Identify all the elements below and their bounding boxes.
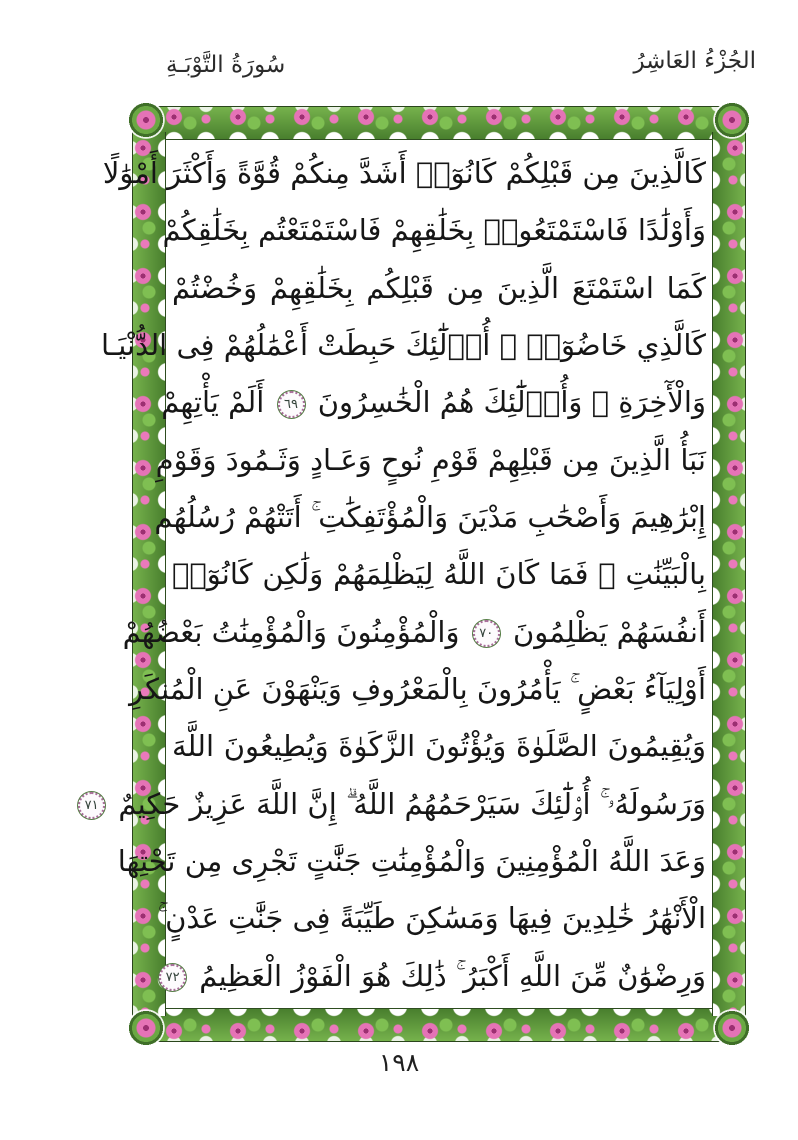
quran-lines (84, 146, 706, 1004)
quran-text-line (129, 662, 706, 717)
quran-text-line (161, 375, 706, 430)
flower-corner-icon (713, 101, 751, 139)
flower-corner-icon (713, 1009, 751, 1047)
quran-text-line (100, 318, 706, 373)
quran-text-segment: وَالْأٓخِرَةِ ۖ وَأُو۟لَٰٓئِكَ هُمُ الْخَٰسِرُونَ (317, 385, 706, 420)
quran-text-segment: وَرِضْوَٰنٌ مِّنَ اللَّهِ أَكْبَرُ ۚ ذَٰلِكَ هُوَ الْفَوْزُ الْعَظِيمُ (199, 958, 706, 993)
page-number: ١٩٨ (378, 1048, 420, 1077)
verse-number-medallion: ٦٩ (278, 391, 305, 418)
floral-border-bottom (158, 1008, 720, 1042)
quran-text-segment: وَالْمُؤْمِنُونَ وَالْمُؤْمِنَٰتُ بَعْضُهُمْ (122, 614, 460, 649)
quran-text-segment: وَأَوْلَٰدًا فَاسْتَمْتَعُوا۟ بِخَلَٰقِهِمْ فَاسْتَمْتَعْتُم بِخَلَٰقِكُمْ (162, 213, 706, 248)
quran-text-segment: أَنفُسَهُمْ يَظْلِمُونَ (512, 614, 706, 649)
quran-text-segment: وَرَسُولَهُۥ ۚ أُو۟لَٰٓئِكَ سَيَرْحَمُهُمُ اللَّهُ ۗ إِنَّ اللَّهَ عَزِيزٌ حَكِيمٌ (118, 786, 706, 821)
quran-text-segment: إِبْرَٰهِيمَ وَأَصْحَٰبِ مَدْيَنَ وَالْمُؤْتَفِكَٰتِ ۚ أَتَتْهُمْ رُسُلُهُم (154, 500, 706, 535)
quran-text-line (122, 605, 706, 660)
quran-text-line (172, 261, 706, 316)
quran-text-segment: كَالَّذِينَ مِن قَبْلِكُمْ كَانُوٓا۟ أَشَدَّ مِنكُمْ قُوَّةً وَأَكْثَرَ أَمْوَٰلًا (102, 156, 706, 190)
quran-text-segment: الْأَنْهَٰرُ خَٰلِدِينَ فِيهَا وَمَسَٰكِنَ طَيِّبَةً فِى جَنَّٰتِ عَدْنٍ ۚ (157, 901, 706, 936)
quran-text-line (172, 547, 706, 602)
flower-corner-icon (127, 1009, 165, 1047)
floral-border-right (712, 132, 746, 1016)
quran-text-line (155, 433, 706, 488)
quran-text-line (172, 719, 706, 774)
quran-text-segment: أَوْلِيَآءُ بَعْضٍ ۚ يَأْمُرُونَ بِالْمَعْرُوفِ وَيَنْهَوْنَ عَنِ الْمُنكَرِ (129, 672, 706, 707)
quran-text-line (117, 834, 706, 889)
verse-number-medallion: ٧٢ (159, 964, 186, 991)
floral-border-top (158, 106, 720, 140)
verse-number-medallion: ٧٠ (473, 620, 500, 647)
quran-text-line (165, 949, 706, 1004)
quran-text-line (102, 146, 706, 201)
quran-text-segment: وَعَدَ اللَّهُ الْمُؤْمِنِينَ وَالْمُؤْمِنَٰتِ جَنَّٰتٍ تَجْرِى مِن تَحْتِهَا (117, 844, 706, 879)
quran-text-segment: نَبَأُ الَّذِينَ مِن قَبْلِهِمْ قَوْمِ نُوحٍ وَعَـادٍ وَثَـمُودَ وَقَوْمِ (155, 442, 706, 477)
quran-text-line (154, 490, 706, 545)
quran-text-line (157, 891, 706, 946)
juz-header-label: الجُزْءُ العَاشِرُ (633, 48, 756, 74)
quran-text-segment: كَالَّذِي خَاضُوٓا۟ ۚ أُو۟لَٰٓئِكَ حَبِطَتْ أَعْمَٰلُهُمْ فِى الدُّنْيَـا (100, 328, 706, 363)
quran-text-segment: أَلَمْ يَأْتِهِمْ (161, 385, 265, 420)
quran-text-segment: وَيُقِيمُونَ الصَّلَوٰةَ وَيُؤْتُونَ الزَّكَوٰةَ وَيُطِيعُونَ اللَّهَ (172, 729, 706, 764)
quran-text-segment: كَمَا اسْتَمْتَعَ الَّذِينَ مِن قَبْلِكُم بِخَلَٰقِهِمْ وَخُضْتُمْ (172, 270, 706, 305)
quran-text-line (162, 203, 706, 258)
quran-text-segment: بِالْبَيِّنَٰتِ ۖ فَمَا كَانَ اللَّهُ لِيَظْلِمَهُمْ وَلَٰكِن كَانُوٓا۟ (172, 557, 706, 592)
flower-corner-icon (127, 101, 165, 139)
quran-text-line (84, 777, 706, 832)
verse-number-medallion: ٧١ (78, 792, 105, 819)
surah-header-label: سُورَةُ التَّوْبَـةِ (166, 52, 286, 78)
